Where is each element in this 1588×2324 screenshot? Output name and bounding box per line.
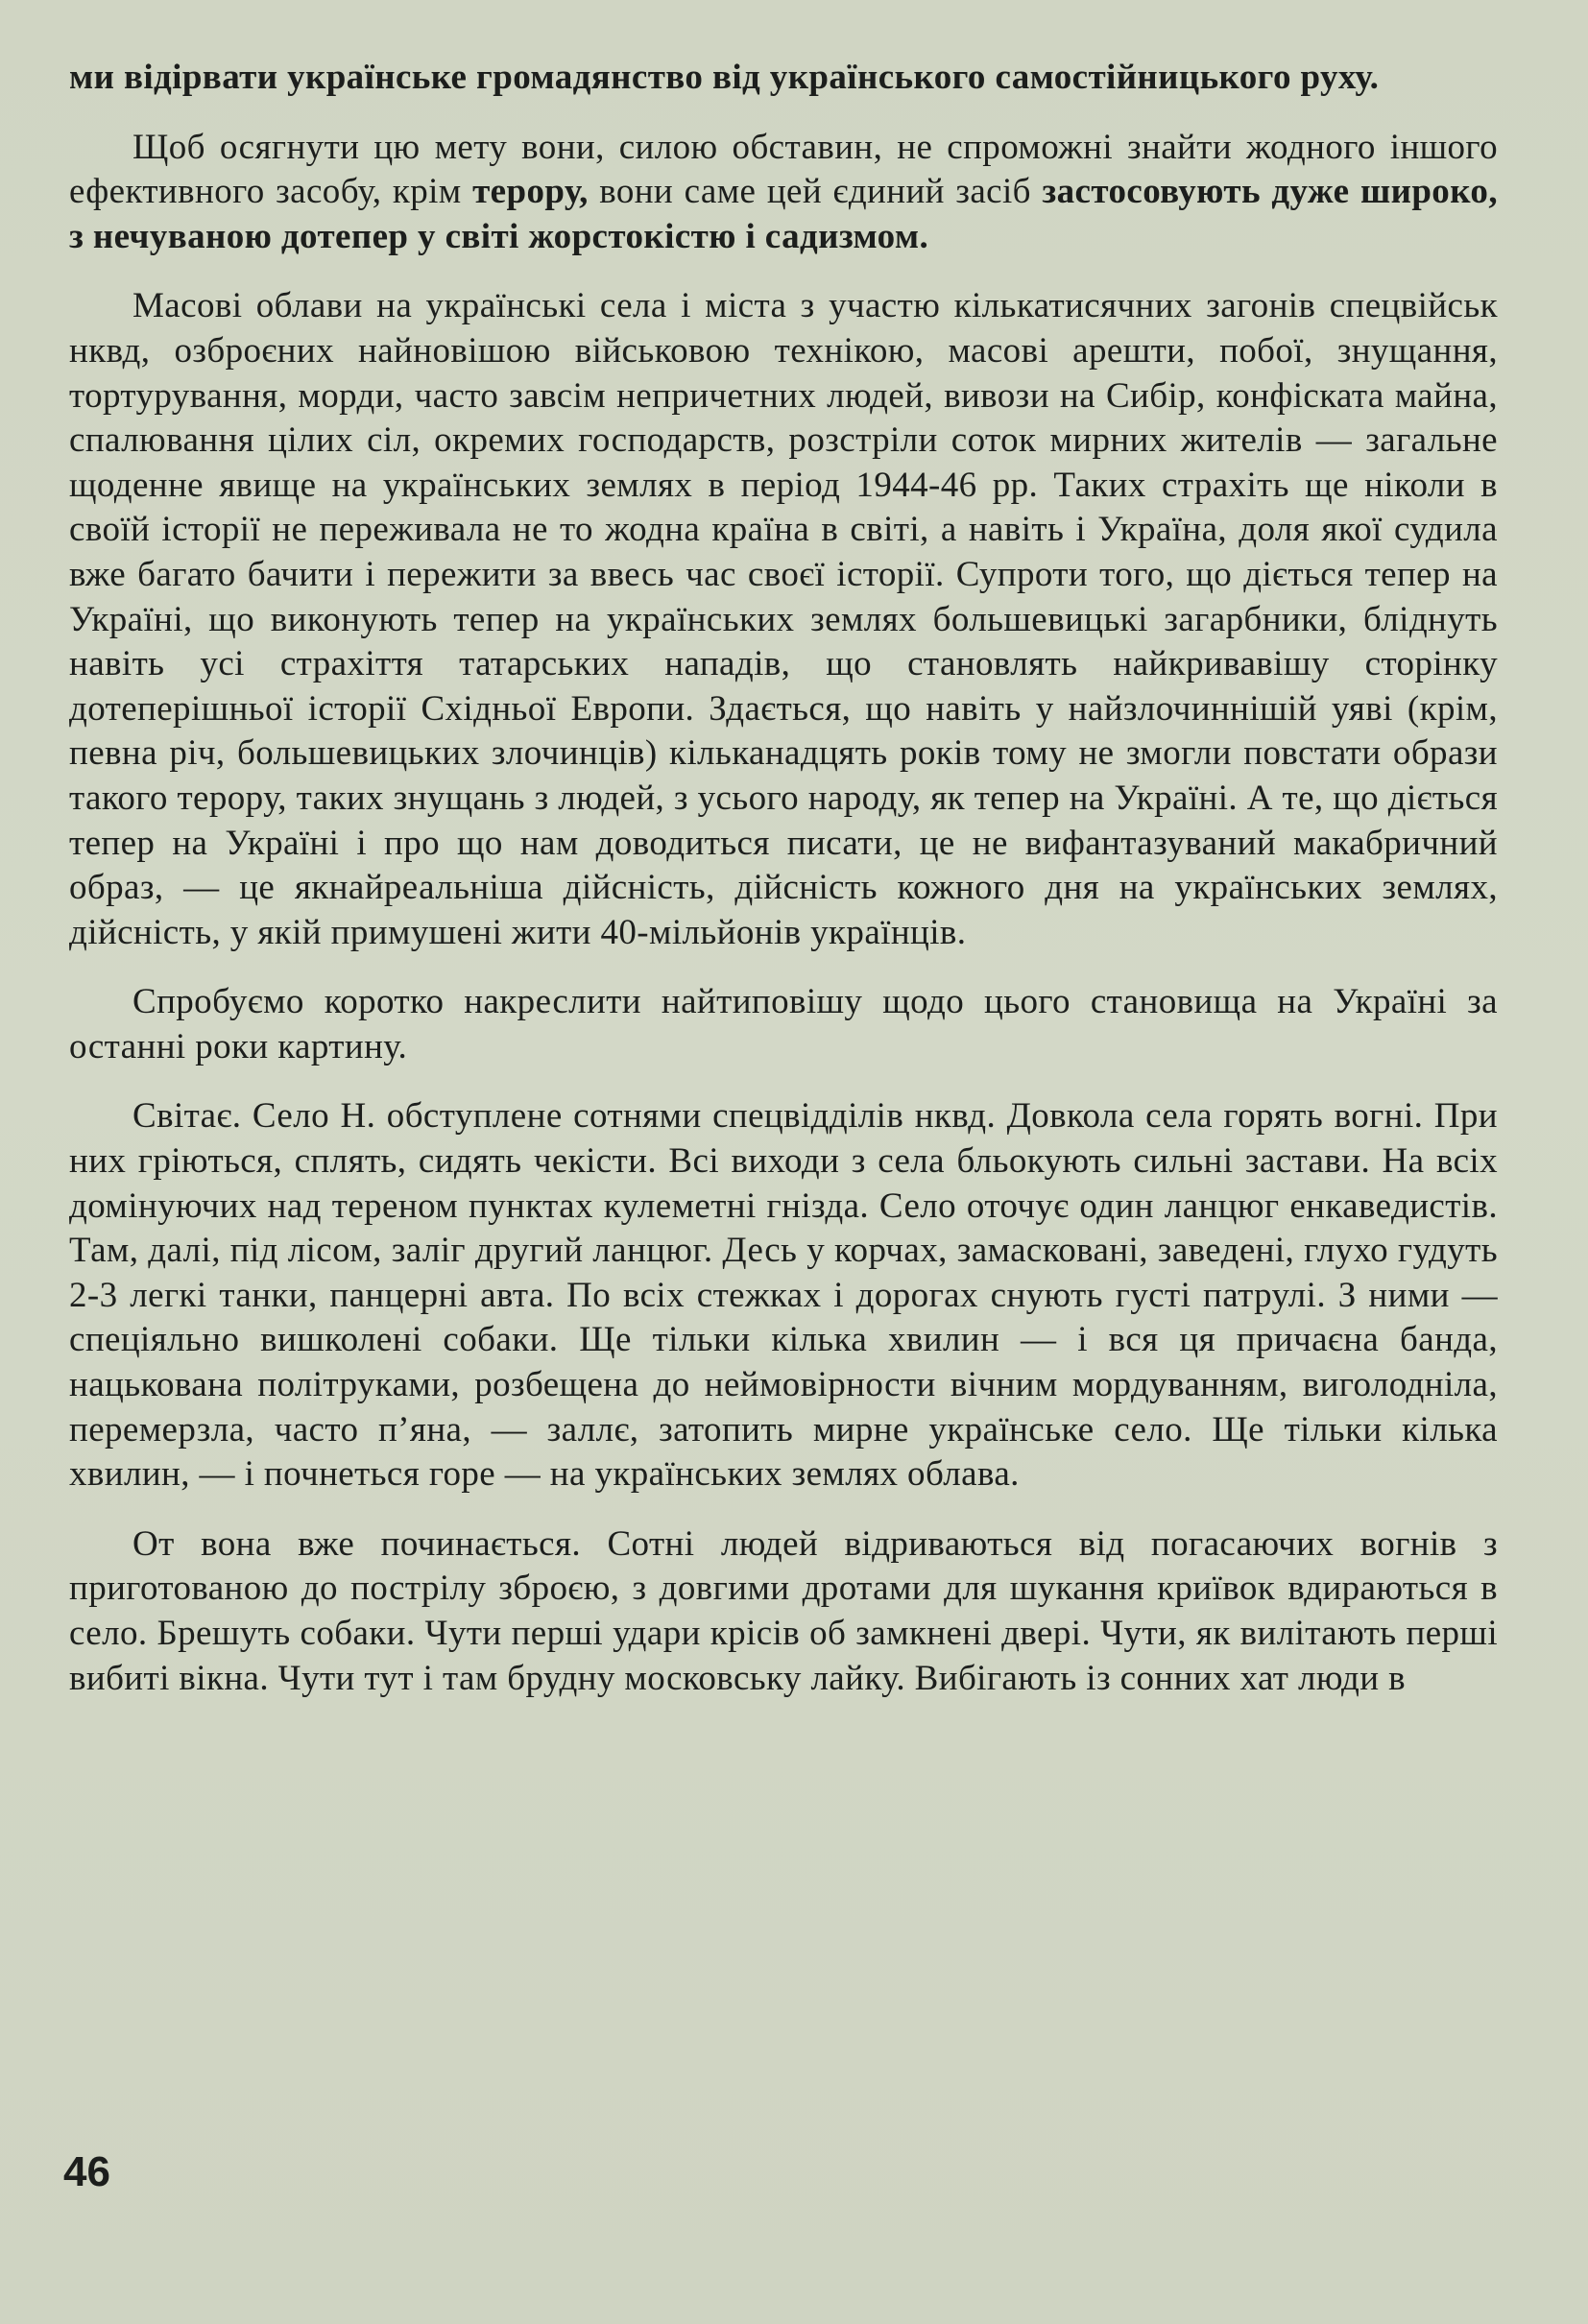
text-span: вони саме цей єдиний засіб <box>588 172 1043 212</box>
text-span: Масові облави на українські села і міста з участю кількатисячних загонів спецвійськ нквд, озброєних найновішою військовою технікою, масові арешти, побої, знущання, тортурування, морди, часто завсім непричетних людей, вивози на Сибір, конфіската майна, спалювання цілих сіл, окремих господарств, розстріли соток мирних жителів — загальне щоденне явище на українських землях в період 1944-46 рр. Таких страхіть ще ніколи в своїй історії не переживала не то жодна країна в світі, а навіть і Україна, доля якої судила вже багато бачити і пережити за ввесь час своєї історії. Супроти того, що діється тепер на Україні, що виконують тепер на українських землях большевицькі загарбники, бліднуть навіть усі страхіття татарських нападів, що становлять найкривавішу сторінку дотеперішньої історії Східньої Европи. Здається, що навіть у найзлочиннішій уяві (крім, певна річ, большевицьких злочинців) кільканадцять років тому не змогли повстати образи такого терору, таких знущань з людей, з усього народу, як тепер на Україні. А те, що діється тепер на Україні і про що нам доводиться писати, це не вифантазуваний макабричний образ, — це якнайреальніша дійсність, дійсність кожного дня на українських землях, дійсність, у якій примушені жити 40-мільйонів українців. <box>69 286 1498 952</box>
page-number: 46 <box>63 2148 110 2195</box>
text-span: ми відірвати українське громадянство від українського самостійницького руху. <box>69 58 1380 97</box>
paragraph-1 <box>69 56 1498 101</box>
text-span-bold: терору, <box>472 172 589 212</box>
body-text <box>69 56 1498 1726</box>
text-span-bold: застосовують дуже широко, з нечуваною дотепер у світі жорстокістю і садизмом. <box>69 172 1498 256</box>
paragraph-4 <box>69 980 1498 1069</box>
text-span: Світає. Село Н. обступлене сотнями спецвідділів нквд. Довкола села горять вогні. При них гріються, сплять, сидять чекісти. Всі виходи з села бльокують сильні застави. На всіх домінуючих над тереном пунктах кулеметні гнізда. Село оточує один ланцюг енкаведистів. Там, далі, під лісом, заліг другий ланцюг. Десь у корчах, замасковані, заведені, глухо гудуть 2-3 легкі танки, панцерні авта. По всіх стежках і дорогах снують густі патрулі. З ними — спеціяльно вишколені собаки. Ще тільки кілька хвилин — і вся ця причаєна банда, нацькована політруками, розбещена до неймовірности вічним мордуванням, виголодніла, перемерзла, часто п’яна, — заллє, затопить мирне українське село. Ще тільки кілька хвилин, — і почнеться горе — на українських землях облава. <box>69 1096 1498 1495</box>
text-span: Спробуємо коротко накреслити найтиповішу щодо цього становища на Україні за останні роки картину. <box>69 982 1498 1066</box>
text-span: Щоб осягнути цю мету вони, силою обставин, не спроможні знайти жодного іншого ефективного засобу, крім <box>69 127 1498 212</box>
paragraph-5 <box>69 1094 1498 1497</box>
paragraph-6 <box>69 1522 1498 1701</box>
paragraph-3 <box>69 284 1498 955</box>
paragraph-2 <box>69 126 1498 260</box>
text-span: От вона вже починається. Сотні людей відриваються від погасаючих вогнів з приготованою до пострілу зброєю, з довгими дротами для шукання криївок вдираються в село. Брешуть собаки. Чути перші удари крісів об замкнені двері. Чути, як вилітають перші вибиті вікна. Чути тут і там брудну московську лайку. Вибігають із сонних хат люди в <box>69 1523 1498 1698</box>
